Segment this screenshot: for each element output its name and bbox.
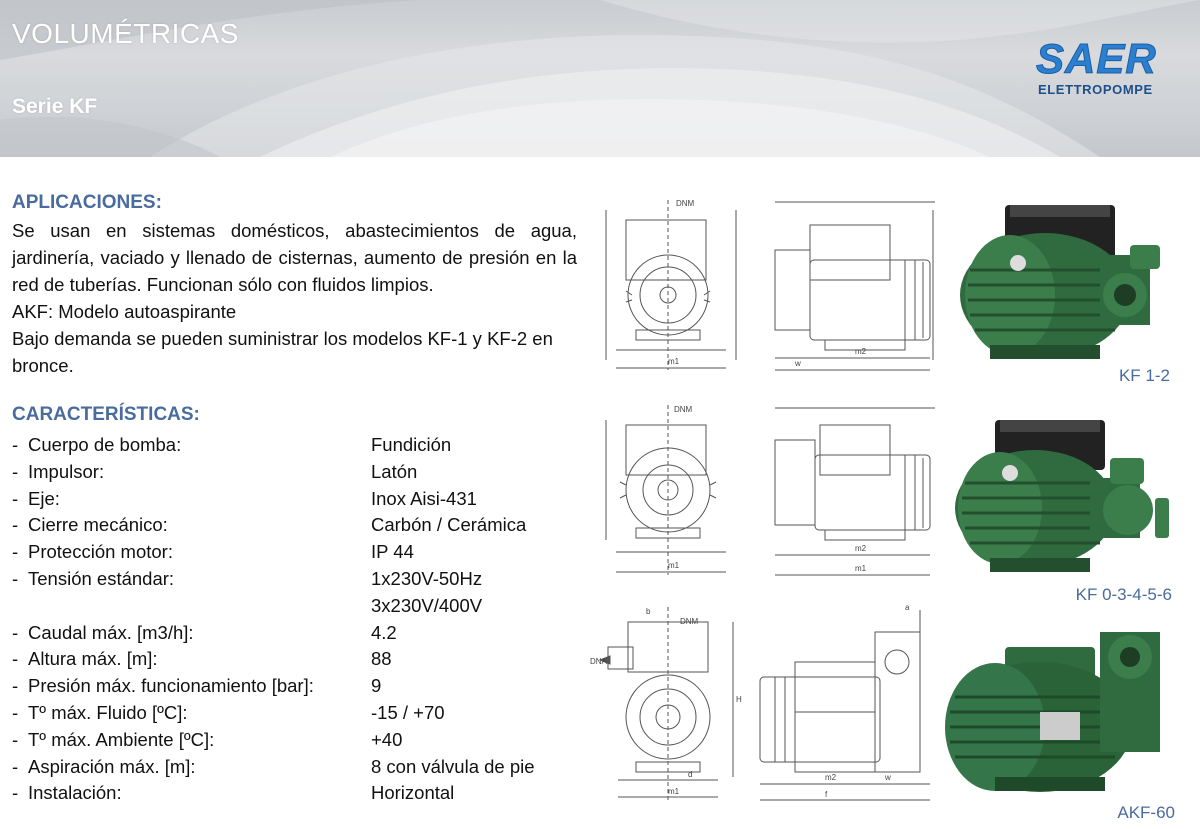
spec-label: Altura máx. [m]: [28,648,158,670]
kf03456-side-drawing [765,400,940,590]
dimension-label: m1 [668,561,680,570]
spec-row [12,727,582,754]
spec-label: Tº máx. Fluido [ºC]: [28,701,188,723]
spec-dash: - [12,648,19,670]
aplicaciones-paragraph: Se usan en sistemas domésticos, abastecimientos de agua, jardinería, vaciado y llenado de cisternas, aumento de presión en la red de tuberías. Funcionan sólo con fluidos limpios. [12,220,577,295]
kf12-side-drawing [765,190,940,380]
spec-row [12,539,582,566]
dimension-label: H [736,695,742,704]
logo-main-text: SAER [1036,35,1157,82]
spec-label: Tº máx. Ambiente [ºC]: [28,728,215,750]
spec-dash: - [12,782,19,804]
saer-logo [1030,36,1180,106]
kf12-photo [950,195,1175,370]
spec-value: 4.2 [371,621,397,643]
series-subtitle: Serie KF [12,95,98,118]
spec-label: Impulsor: [28,460,105,482]
dimension-label: f [825,790,828,799]
akf60-side-drawing [755,602,940,807]
spec-dash: - [12,514,19,536]
spec-value: Carbón / Cerámica [371,514,527,536]
spec-dash: - [12,487,19,509]
spec-row [12,459,582,486]
spec-label: Caudal máx. [m3/h]: [28,621,194,643]
spec-label: Eje: [28,487,60,509]
spec-value: -15 / +70 [371,701,445,723]
spec-dash: - [12,460,19,482]
dimension-label: DNM [676,199,695,208]
spec-value: 3x230V/400V [371,594,483,616]
spec-row [12,646,582,673]
aplicaciones-heading: APLICACIONES: [12,192,162,213]
logo-sub-text: ELETTROPOMPE [1038,82,1153,97]
dimension-label: DNM [674,405,693,414]
spec-dash: - [12,541,19,563]
spec-row [12,620,582,647]
dimension-label: a [905,603,910,612]
spec-dash: - [12,675,19,697]
spec-dash: - [12,755,19,777]
spec-row [12,593,582,620]
dimension-label: m1 [668,787,680,796]
spec-label: Tensión estándar: [28,567,175,589]
kf03456-photo [950,418,1175,588]
spec-label: Aspiración máx. [m]: [28,755,196,777]
spec-value: 9 [371,675,382,697]
dimension-label: DNM [680,617,699,626]
caracteristicas-heading: CARACTERÍSTICAS: [12,404,200,425]
spec-dash: - [12,701,19,723]
spec-label: Cuerpo de bomba: [28,434,182,455]
caption-kf12: KF 1-2 [1118,366,1170,385]
spec-row [12,700,582,727]
dimension-label: m1 [668,357,680,366]
spec-row [12,512,582,539]
spec-list [12,432,582,807]
dimension-label: m1 [855,564,867,573]
spec-value: +40 [371,728,403,750]
spec-value: IP 44 [371,541,414,563]
dimension-label: m2 [825,773,837,782]
caption-kf03456: KF 0-3-4-5-6 [1075,585,1172,604]
spec-value: Inox Aisi-431 [371,487,477,509]
dimension-label: w [885,773,891,782]
caption-akf60: AKF-60 [1117,803,1175,822]
dimension-label: m2 [855,347,867,356]
spec-value: 1x230V-50Hz [371,567,483,589]
akf-note: AKF: Modelo autoaspirante [12,301,237,322]
kf12-front-drawing [596,190,756,380]
spec-label: Cierre mecánico: [28,514,168,536]
dimension-label: w [795,359,801,368]
kf03456-front-drawing [596,400,756,590]
spec-row [12,486,582,513]
spec-dash: - [12,434,19,455]
spec-value: Latón [371,460,418,482]
dimension-label: DNA [590,657,607,666]
spec-value: Horizontal [371,782,455,804]
akf60-front-drawing [588,602,753,807]
spec-row [12,754,582,781]
spec-label: Presión máx. funcionamiento [bar]: [28,675,314,697]
spec-row [12,780,582,807]
spec-row [12,673,582,700]
akf60-photo [940,612,1175,802]
spec-label: Instalación: [28,782,122,804]
dimension-label: b [646,607,651,616]
spec-row [12,566,582,593]
spec-row [12,432,582,459]
page-title: VOLUMÉTRICAS [12,18,239,49]
spec-value: 8 con válvula de pie [371,755,535,777]
spec-dash: - [12,728,19,750]
dimension-label: d [688,770,693,779]
bronce-note: Bajo demanda se pueden suministrar los modelos KF-1 y KF-2 en bronce. [12,328,553,376]
aplicaciones-text [12,217,577,379]
spec-label: Protección motor: [28,541,173,563]
spec-value: Fundición [371,434,452,455]
spec-dash: - [12,567,19,589]
spec-value: 88 [371,648,392,670]
header-banner [0,0,1200,157]
dimension-label: m2 [855,544,867,553]
spec-dash: - [12,621,19,643]
